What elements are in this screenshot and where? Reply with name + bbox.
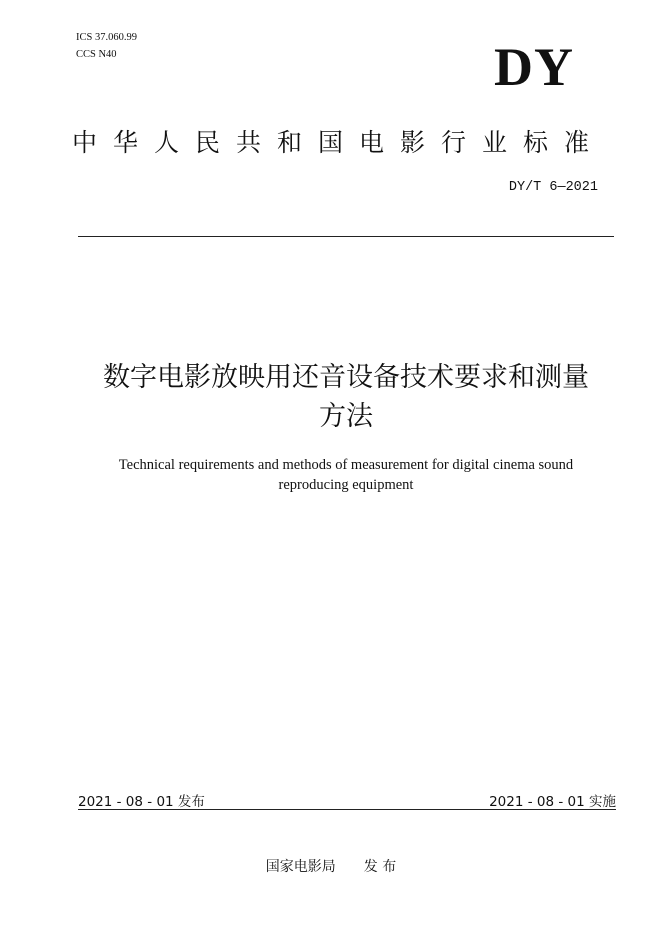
ccs-code: CCS N40 bbox=[76, 49, 117, 60]
document-title-zh-line1: 数字电影放映用还音设备技术要求和测量 bbox=[103, 362, 589, 393]
standard-number: DY/T 6—2021 bbox=[508, 180, 598, 195]
document-title-en-line1: Technical requirements and methods of measurement for digital cinema sound bbox=[118, 457, 574, 473]
document-title-en-line2: reproducing equipment bbox=[278, 477, 414, 493]
issuer-line bbox=[0, 856, 662, 876]
header-divider bbox=[78, 236, 614, 237]
document-title-zh-line2: 方法 bbox=[319, 401, 373, 432]
document-title-en bbox=[70, 455, 622, 495]
footer-divider bbox=[78, 809, 616, 810]
implementation-date: 2021 - 08 - 01 实施 bbox=[489, 794, 616, 810]
issue-date: 2021 - 08 - 01 发布 bbox=[78, 794, 205, 810]
document-title-zh bbox=[60, 358, 632, 436]
standard-category-title: 中华人民共和国电影行业标准 bbox=[72, 128, 606, 157]
dy-logo: DY bbox=[494, 37, 574, 97]
issuer-name: 国家电影局 bbox=[265, 859, 336, 875]
issuer-action: 发 布 bbox=[363, 859, 397, 875]
ics-code: ICS 37.060.99 bbox=[76, 32, 137, 43]
